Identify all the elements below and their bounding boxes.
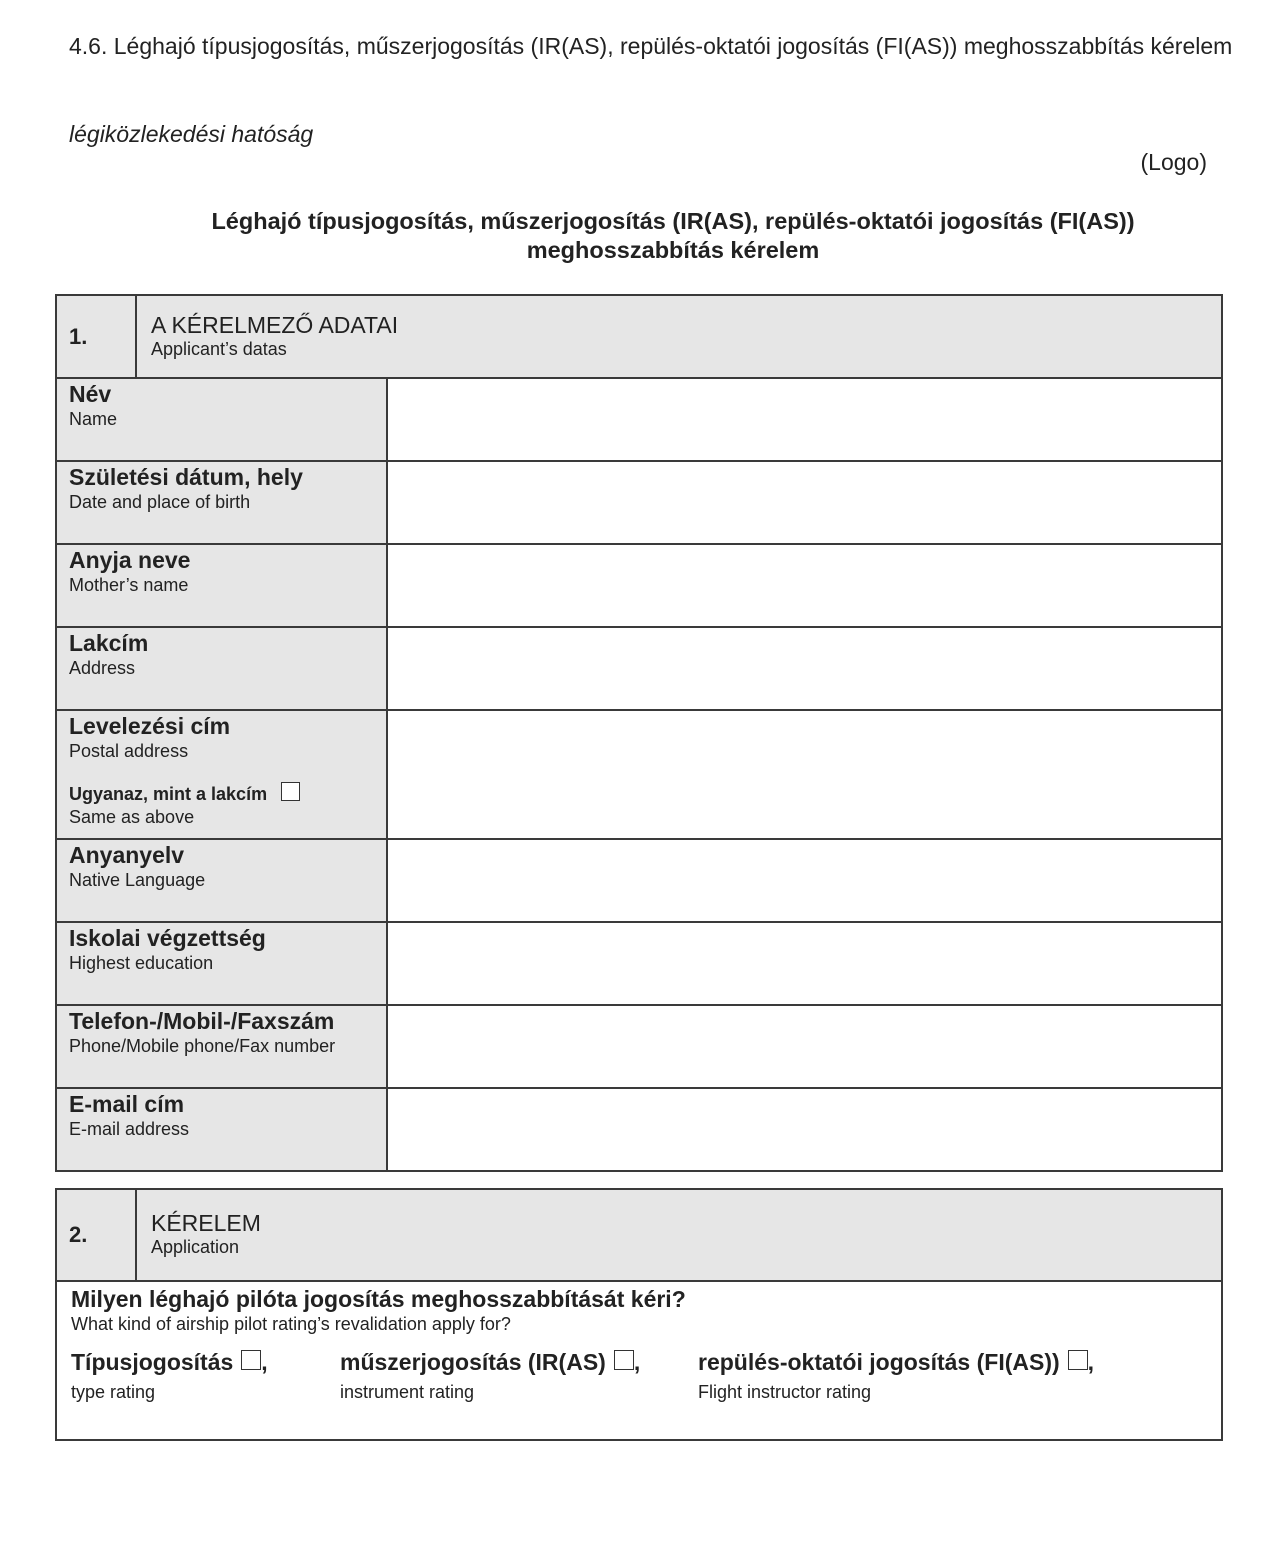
form-title: [60, 207, 1286, 265]
field-label: [57, 840, 388, 921]
field-row-education: [57, 923, 1221, 1006]
form-title-line-2: meghosszabbítás kérelem: [526, 237, 820, 263]
application-section: [55, 1188, 1223, 1441]
field-row-phone: [57, 1006, 1221, 1089]
section-number: 2.: [57, 1190, 137, 1280]
field-label: [57, 711, 388, 838]
field-label-hu: Név: [69, 381, 112, 407]
option-label-en: instrument rating: [340, 1382, 475, 1402]
field-label-hu: Iskolai végzettség: [69, 925, 266, 951]
section-number: 1.: [57, 296, 137, 377]
option-text: műszerjogosítás (IR(AS): [340, 1349, 606, 1375]
field-label-en: Address: [69, 658, 136, 678]
option-text: Típusjogosítás: [71, 1349, 234, 1375]
applicant-data-section: [55, 294, 1223, 1172]
field-row-address: [57, 628, 1221, 711]
section-title: [137, 296, 412, 377]
option-label-hu: [340, 1347, 640, 1377]
field-label-hu: Levelezési cím: [69, 713, 231, 739]
field-label: [57, 628, 388, 709]
section-header: [57, 296, 1221, 379]
document-heading: 4.6. Léghajó típusjogosítás, műszerjogosítás (IR(AS), repülés-oktatói jogosítás (FI(AS)) meghosszabbítás kérelem: [69, 33, 1233, 59]
field-label-hu: Születési dátum, hely: [69, 464, 303, 490]
flight-instructor-checkbox[interactable]: [1068, 1350, 1088, 1370]
field-label-hu: E-mail cím: [69, 1091, 185, 1117]
section-title-en: Applicant’s datas: [151, 339, 287, 359]
field-row-language: [57, 840, 1221, 923]
option-separator: ,: [1087, 1349, 1095, 1375]
option-label-en: type rating: [71, 1382, 156, 1402]
type-rating-checkbox[interactable]: [241, 1350, 261, 1370]
field-row-mother: [57, 545, 1221, 628]
field-label-hu: Lakcím: [69, 630, 149, 656]
section-header: [57, 1190, 1221, 1282]
option-label-hu: [71, 1347, 268, 1377]
postal-address-field[interactable]: [388, 711, 1221, 838]
address-field[interactable]: [388, 628, 1221, 709]
question-hu: Milyen léghajó pilóta jogosítás meghosszabbítását kéri?: [71, 1286, 686, 1312]
name-field[interactable]: [388, 379, 1221, 460]
section-title: [137, 1190, 275, 1280]
field-label: [57, 1006, 388, 1087]
same-as-above-label: [69, 782, 374, 805]
native-language-field[interactable]: [388, 840, 1221, 921]
field-label-en: Native Language: [69, 870, 206, 890]
field-label-hu: Anyanyelv: [69, 842, 185, 868]
field-label-en: Highest education: [69, 953, 214, 973]
field-label: [57, 379, 388, 460]
field-row-name: [57, 379, 1221, 462]
email-field[interactable]: [388, 1089, 1221, 1170]
same-as-above-label-en: Same as above: [69, 807, 195, 827]
field-label: [57, 462, 388, 543]
option-separator: ,: [633, 1349, 641, 1375]
same-as-above-checkbox[interactable]: [281, 782, 300, 801]
section-title-en: Application: [151, 1237, 240, 1257]
field-label-en: Name: [69, 409, 118, 429]
phone-field[interactable]: [388, 1006, 1221, 1087]
field-label-hu: Telefon-/Mobil-/Faxszám: [69, 1008, 335, 1034]
field-row-email: [57, 1089, 1221, 1170]
option-type-rating: [71, 1347, 268, 1407]
birth-date-place-field[interactable]: [388, 462, 1221, 543]
field-label-en: Postal address: [69, 741, 189, 761]
field-row-postal: [57, 711, 1221, 840]
option-label-hu: [698, 1347, 1094, 1377]
rating-question: [57, 1282, 1221, 1439]
section-title-hu: A KÉRELMEZŐ ADATAI: [151, 312, 399, 338]
rating-options: [71, 1347, 1207, 1427]
section-title-hu: KÉRELEM: [151, 1210, 261, 1236]
field-label-en: Phone/Mobile phone/Fax number: [69, 1036, 336, 1056]
field-label-hu: Anyja neve: [69, 547, 191, 573]
option-instrument-rating: [340, 1347, 640, 1407]
option-flight-instructor-rating: [698, 1347, 1094, 1407]
option-label-en: Flight instructor rating: [698, 1382, 872, 1402]
same-as-above-text: Ugyanaz, mint a lakcím: [69, 784, 268, 804]
form-title-line-1: Léghajó típusjogosítás, műszerjogosítás (IR(AS), repülés-oktatói jogosítás (FI(AS)): [211, 208, 1135, 234]
education-field[interactable]: [388, 923, 1221, 1004]
logo-placeholder: (Logo): [1140, 149, 1207, 175]
field-row-birth: [57, 462, 1221, 545]
instrument-rating-checkbox[interactable]: [614, 1350, 634, 1370]
option-separator: ,: [261, 1349, 268, 1375]
field-label-en: Date and place of birth: [69, 492, 251, 512]
field-label: [57, 923, 388, 1004]
field-label: [57, 545, 388, 626]
field-label: [57, 1089, 388, 1170]
option-text: repülés-oktatói jogosítás (FI(AS)): [698, 1349, 1060, 1375]
question-en: What kind of airship pilot rating’s revalidation apply for?: [71, 1314, 511, 1334]
field-label-en: Mother’s name: [69, 575, 189, 595]
authority-name: légiközlekedési hatóság: [69, 121, 314, 147]
field-label-en: E-mail address: [69, 1119, 190, 1139]
mother-name-field[interactable]: [388, 545, 1221, 626]
